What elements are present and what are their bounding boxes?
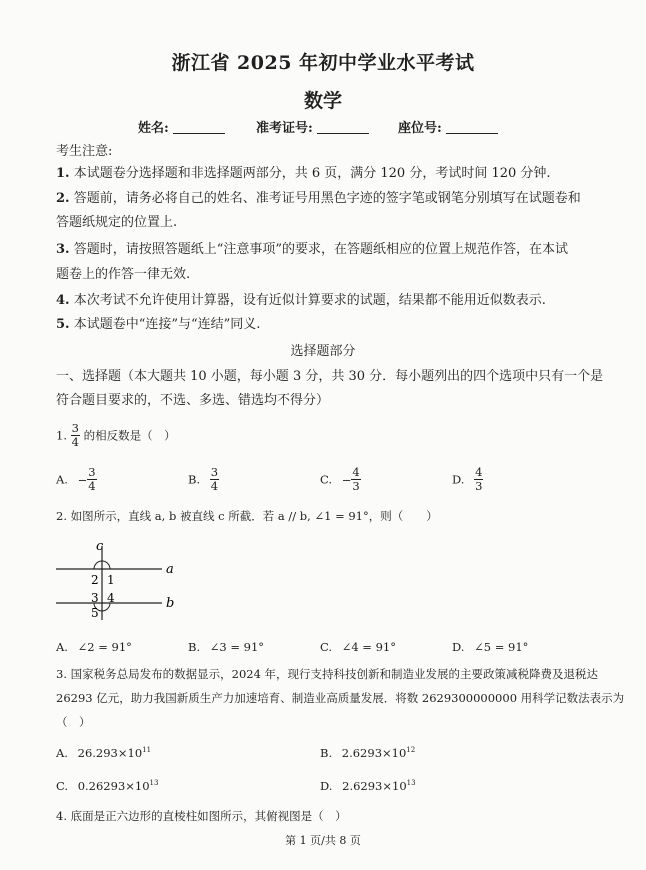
name-label: 姓名: — [138, 121, 169, 136]
option-base: 26.293×10 — [77, 746, 143, 760]
angle-label-5: 5 — [91, 606, 99, 620]
q1-option-c[interactable] — [320, 466, 361, 493]
q2-option-c[interactable] — [320, 640, 396, 654]
option-exponent: 13 — [406, 779, 416, 788]
notice-num: 2. — [56, 191, 70, 206]
fraction-denominator: 4 — [88, 479, 96, 493]
fraction-numerator: 3 — [210, 465, 219, 479]
notice-num: 3. — [56, 242, 70, 257]
option-exponent: 12 — [406, 746, 416, 755]
fraction — [71, 422, 80, 449]
parallel-lines-figure — [50, 536, 190, 622]
option-label: D. — [452, 640, 465, 654]
option-label: C. — [320, 472, 333, 487]
option-label: B. — [188, 472, 201, 487]
q2-option-b[interactable] — [188, 640, 264, 654]
option-base: 2.6293×10 — [341, 746, 407, 760]
angle-label-2: 2 — [91, 573, 99, 587]
option-label: C. — [56, 779, 69, 793]
question-stem: 的相反数是（ ） — [83, 428, 176, 443]
fraction — [87, 466, 96, 493]
question-1 — [56, 422, 176, 449]
angle-label-3: 3 — [91, 591, 99, 605]
fraction-denominator: 4 — [71, 435, 79, 449]
seat-field — [398, 117, 498, 136]
option-base: 2.6293×10 — [342, 779, 407, 793]
question-3-stem: 3. 国家税务总局发布的数据显示，2024 年，现行支持科技创新和制造业发展的主要政策减税降费及退税达 — [56, 667, 599, 681]
id-blank — [317, 120, 369, 134]
option-exponent: 11 — [142, 746, 152, 755]
fraction-denominator: 3 — [352, 479, 360, 493]
fraction-denominator: 3 — [475, 479, 483, 493]
notice-text: 答题前，请务必将自己的姓名、准考证号用黑色字迹的签字笔或钢笔分别填写在试题卷和 — [73, 191, 581, 206]
option-label: D. — [452, 472, 465, 487]
candidate-info-row — [0, 117, 646, 137]
q2-option-d[interactable] — [452, 640, 528, 654]
option-label: C. — [320, 640, 333, 654]
exam-subject: 数学 — [303, 90, 342, 112]
option-label: B. — [188, 640, 201, 654]
label-c: c — [96, 539, 104, 554]
notice-item-1 — [56, 165, 596, 183]
fraction — [351, 466, 360, 493]
id-field — [256, 117, 369, 136]
question-2-stem: 2. 如图所示，直线 a, b 被直线 c 所截．若 a // b, ∠1 = 91°，则（ ） — [56, 509, 438, 523]
notice-item-3 — [56, 241, 596, 259]
page-footer: 第 1 页/共 8 页 — [285, 834, 361, 847]
notice-text: 本试题卷分选择题和非选择题两部分，共 6 页，满分 120 分，考试时间 120 分钟. — [73, 166, 551, 181]
option-sign: − — [341, 472, 352, 487]
fraction-numerator: 4 — [352, 465, 360, 479]
question-4-stem: 4. 底面是正六边形的直棱柱如图所示，其俯视图是（ ） — [56, 809, 347, 823]
part1-instructions: 一、选择题（本大题共 10 小题，每小题 3 分，共 30 分．每小题列出的四个选项中只有一个是 — [56, 369, 604, 384]
q2-option-a[interactable] — [56, 640, 132, 654]
q3-option-a[interactable] — [56, 746, 151, 760]
exam-title: 浙江省 2025 年初中学业水平考试 — [171, 52, 475, 74]
option-label: A. — [56, 472, 68, 487]
notice-text: 本次考试不允许使用计算器，设有近似计算要求的试题，结果都不能用近似数表示. — [73, 293, 546, 308]
option-sign: − — [77, 472, 88, 487]
notice-num: 5. — [56, 317, 70, 332]
option-text: ∠3 = 91° — [209, 640, 265, 654]
fraction-denominator: 4 — [210, 479, 219, 493]
q3-option-b[interactable] — [320, 746, 415, 760]
question-3-stem-cont: （ ） — [56, 715, 91, 729]
notice-item-3-cont: 题卷上的作答一律无效. — [56, 267, 191, 282]
label-b: b — [166, 596, 175, 611]
question-number: 1. — [56, 428, 67, 443]
option-exponent: 13 — [149, 779, 159, 788]
notice-text: 答题时，请按照答题纸上“注意事项”的要求，在答题纸相应的位置上规范作答，在本试 — [73, 242, 569, 257]
fraction-numerator: 3 — [88, 465, 96, 479]
option-label: B. — [320, 746, 333, 760]
option-base: 0.26293×10 — [77, 779, 150, 793]
q3-option-c[interactable] — [56, 779, 158, 793]
notice-heading: 考生注意: — [56, 144, 113, 159]
id-label: 准考证号: — [256, 121, 313, 136]
section-title: 选择题部分 — [290, 344, 356, 359]
option-label: A. — [56, 746, 68, 760]
name-field — [138, 117, 225, 136]
notice-item-2 — [56, 190, 596, 208]
fraction — [210, 466, 219, 493]
notice-item-2-cont: 答题纸规定的位置上. — [56, 215, 178, 230]
q1-option-a[interactable] — [56, 466, 97, 493]
option-text: ∠2 = 91° — [77, 640, 132, 654]
option-text: ∠4 = 91° — [341, 640, 396, 654]
notice-num: 1. — [56, 166, 70, 181]
name-blank — [173, 120, 225, 134]
fraction — [474, 466, 483, 493]
notice-item-4 — [56, 292, 596, 310]
notice-item-5 — [56, 316, 596, 334]
notice-num: 4. — [56, 293, 70, 308]
q3-option-d[interactable] — [320, 779, 416, 793]
option-label: A. — [56, 640, 68, 654]
angle-label-1: 1 — [107, 573, 115, 587]
option-label: D. — [320, 779, 333, 793]
option-text: ∠5 = 91° — [474, 640, 529, 654]
seat-blank — [446, 120, 498, 134]
question-3-stem-cont: 26293 亿元，助力我国新质生产力加速培育、制造业高质量发展．将数 2629300000000 用科学记数法表示为 — [56, 691, 625, 705]
fraction-numerator: 3 — [71, 421, 79, 435]
notice-text: 本试题卷中“连接”与“连结”同义. — [73, 317, 261, 332]
label-a: a — [166, 562, 174, 577]
angle-label-4: 4 — [107, 591, 115, 605]
q1-option-b[interactable] — [188, 466, 219, 493]
fraction-numerator: 4 — [475, 465, 483, 479]
seat-label: 座位号: — [398, 121, 442, 136]
q1-option-d[interactable] — [452, 466, 483, 493]
part1-instructions-cont: 符合题目要求的，不选、多选、错选均不得分） — [56, 393, 330, 408]
